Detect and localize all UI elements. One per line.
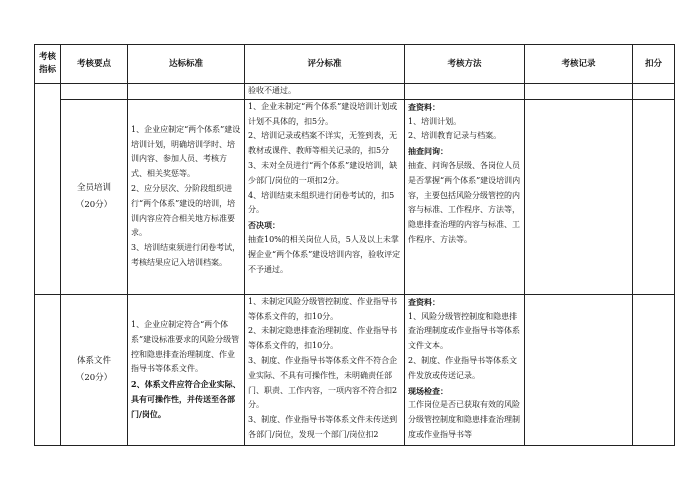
point-score: （20分） (75, 199, 113, 210)
standard-item: 2、体系文件应符合企业实际、具有可操作性，并传送至各部门/岗位。 (131, 379, 241, 419)
standard-cell (128, 99, 245, 294)
header-points: 考核要点 (61, 45, 128, 84)
scoring-item: 4、培训结束未组织进行闭卷考试的，扣5分。 (248, 190, 395, 215)
record-cell (525, 294, 633, 445)
record-cell (525, 99, 633, 294)
point-name: 全员培训 (76, 182, 111, 193)
assessment-table-sheet (34, 44, 674, 446)
method-item: 2、培训教育记录与档案。 (408, 131, 502, 141)
points-cell (61, 84, 128, 100)
veto-text: 抽查10%的相关岗位人员，5人及以上未掌握企业“两个体系”建设培训内容，验收评定不予通过。 (248, 234, 401, 274)
method-item: 1、培训计划。 (408, 116, 462, 126)
scoring-item: 3、未对全员进行“两个体系”建设培训，缺少部门/岗位的一项扣2分。 (248, 160, 398, 185)
scoring-item: 3、制度、作业指导书等体系文件未传送到各部门/岗位，发现一个部门/岗位扣2 (248, 415, 398, 439)
points-cell (61, 294, 128, 445)
table-row (35, 294, 675, 445)
method-cell (405, 294, 525, 445)
scoring-item: 2、未制定隐患排查治理制度、作业指导书等体系文件的，扣10分。 (248, 326, 398, 351)
point-score: （20分） (75, 372, 113, 383)
method-item: 2、制度、作业指导书等体系文件发放或传送记录。 (408, 355, 518, 380)
method-text: 工作岗位是否已获取有效的风险分级管控制度和隐患排查治理制度或作业指导书等 (408, 400, 520, 439)
veto-title: 否决项： (248, 220, 280, 231)
standard-item: 3、培训结束须进行闭卷考试，考核结果应记入培训档案。 (131, 243, 241, 267)
standard-cell (128, 84, 245, 100)
deduct-cell (633, 294, 675, 445)
carry-over-text: 验收不通过。 (248, 86, 296, 95)
scoring-item: 1、未制定风险分级管控制度、作业指导书等体系文件的，扣10分。 (248, 296, 398, 321)
standard-item: 2、应分层次、分阶段组织进行“两个体系”建设的培训，培训内容应符合相关地方标准要求。 (131, 184, 236, 238)
scoring-item: 1、企业未制定“两个体系”建设培训计划或计划不具体的，扣5分。 (248, 101, 398, 126)
header-deduct: 扣分 (633, 45, 675, 84)
method-title: 查资料： (408, 296, 440, 307)
header-indicator: 考核指标 (35, 45, 61, 84)
scoring-cell (245, 294, 405, 445)
indicator-cell (35, 294, 61, 445)
scoring-carry-cell (245, 84, 405, 100)
deduct-cell (633, 99, 675, 294)
method-cell (405, 84, 525, 100)
scoring-item: 3、制度、作业指导书等体系文件不符合企业实际、不具有可操作性，未明确责任部门、职责、工作内容，一项内容不符合扣2分。 (248, 355, 398, 410)
header-scoring: 评分标准 (245, 45, 405, 84)
header-row (35, 45, 675, 84)
method-cell (405, 99, 525, 294)
point-name: 体系文件 (76, 355, 111, 366)
points-cell (61, 99, 128, 294)
standard-cell (128, 294, 245, 445)
header-record: 考核记录 (525, 45, 633, 84)
method-title: 抽查问询： (408, 146, 448, 157)
method-text: 抽查、问询各层级、各岗位人员是否掌握“两个体系”建设培训内容，主要包括风险分级管控的内容与标准、工作程序、方法等，隐患排查治理的内容与标准、工作程序、方法等。 (408, 160, 521, 244)
deduct-cell (633, 84, 675, 100)
standard-item: 1、企业应制定“两个体系”建设培训计划，明确培训学时、培训内容、参加人员、考核方式、相关奖惩等。 (131, 124, 241, 179)
scoring-cell (245, 99, 405, 294)
standard-item: 1、企业应制定符合“两个体系”建设标准要求的风险分级管控和隐患排查治理制度、作业指导书等体系文件。 (131, 320, 240, 374)
header-method: 考核方法 (405, 45, 525, 84)
table-row (35, 84, 675, 100)
method-title: 查资料： (408, 101, 440, 112)
scoring-item: 2、培训记录或档案不详实，无签到表，无教材或课件、教师等相关记录的，扣5分 (248, 131, 398, 156)
record-cell (525, 84, 633, 100)
method-title: 现场检查： (408, 385, 448, 396)
method-item: 1、风险分级管控制度和隐患排查治理制度或作业指导书等体系文件文本。 (408, 311, 520, 351)
indicator-cell (35, 84, 61, 295)
assessment-table (34, 44, 675, 446)
header-standard: 达标标准 (128, 45, 245, 84)
table-row (35, 99, 675, 294)
